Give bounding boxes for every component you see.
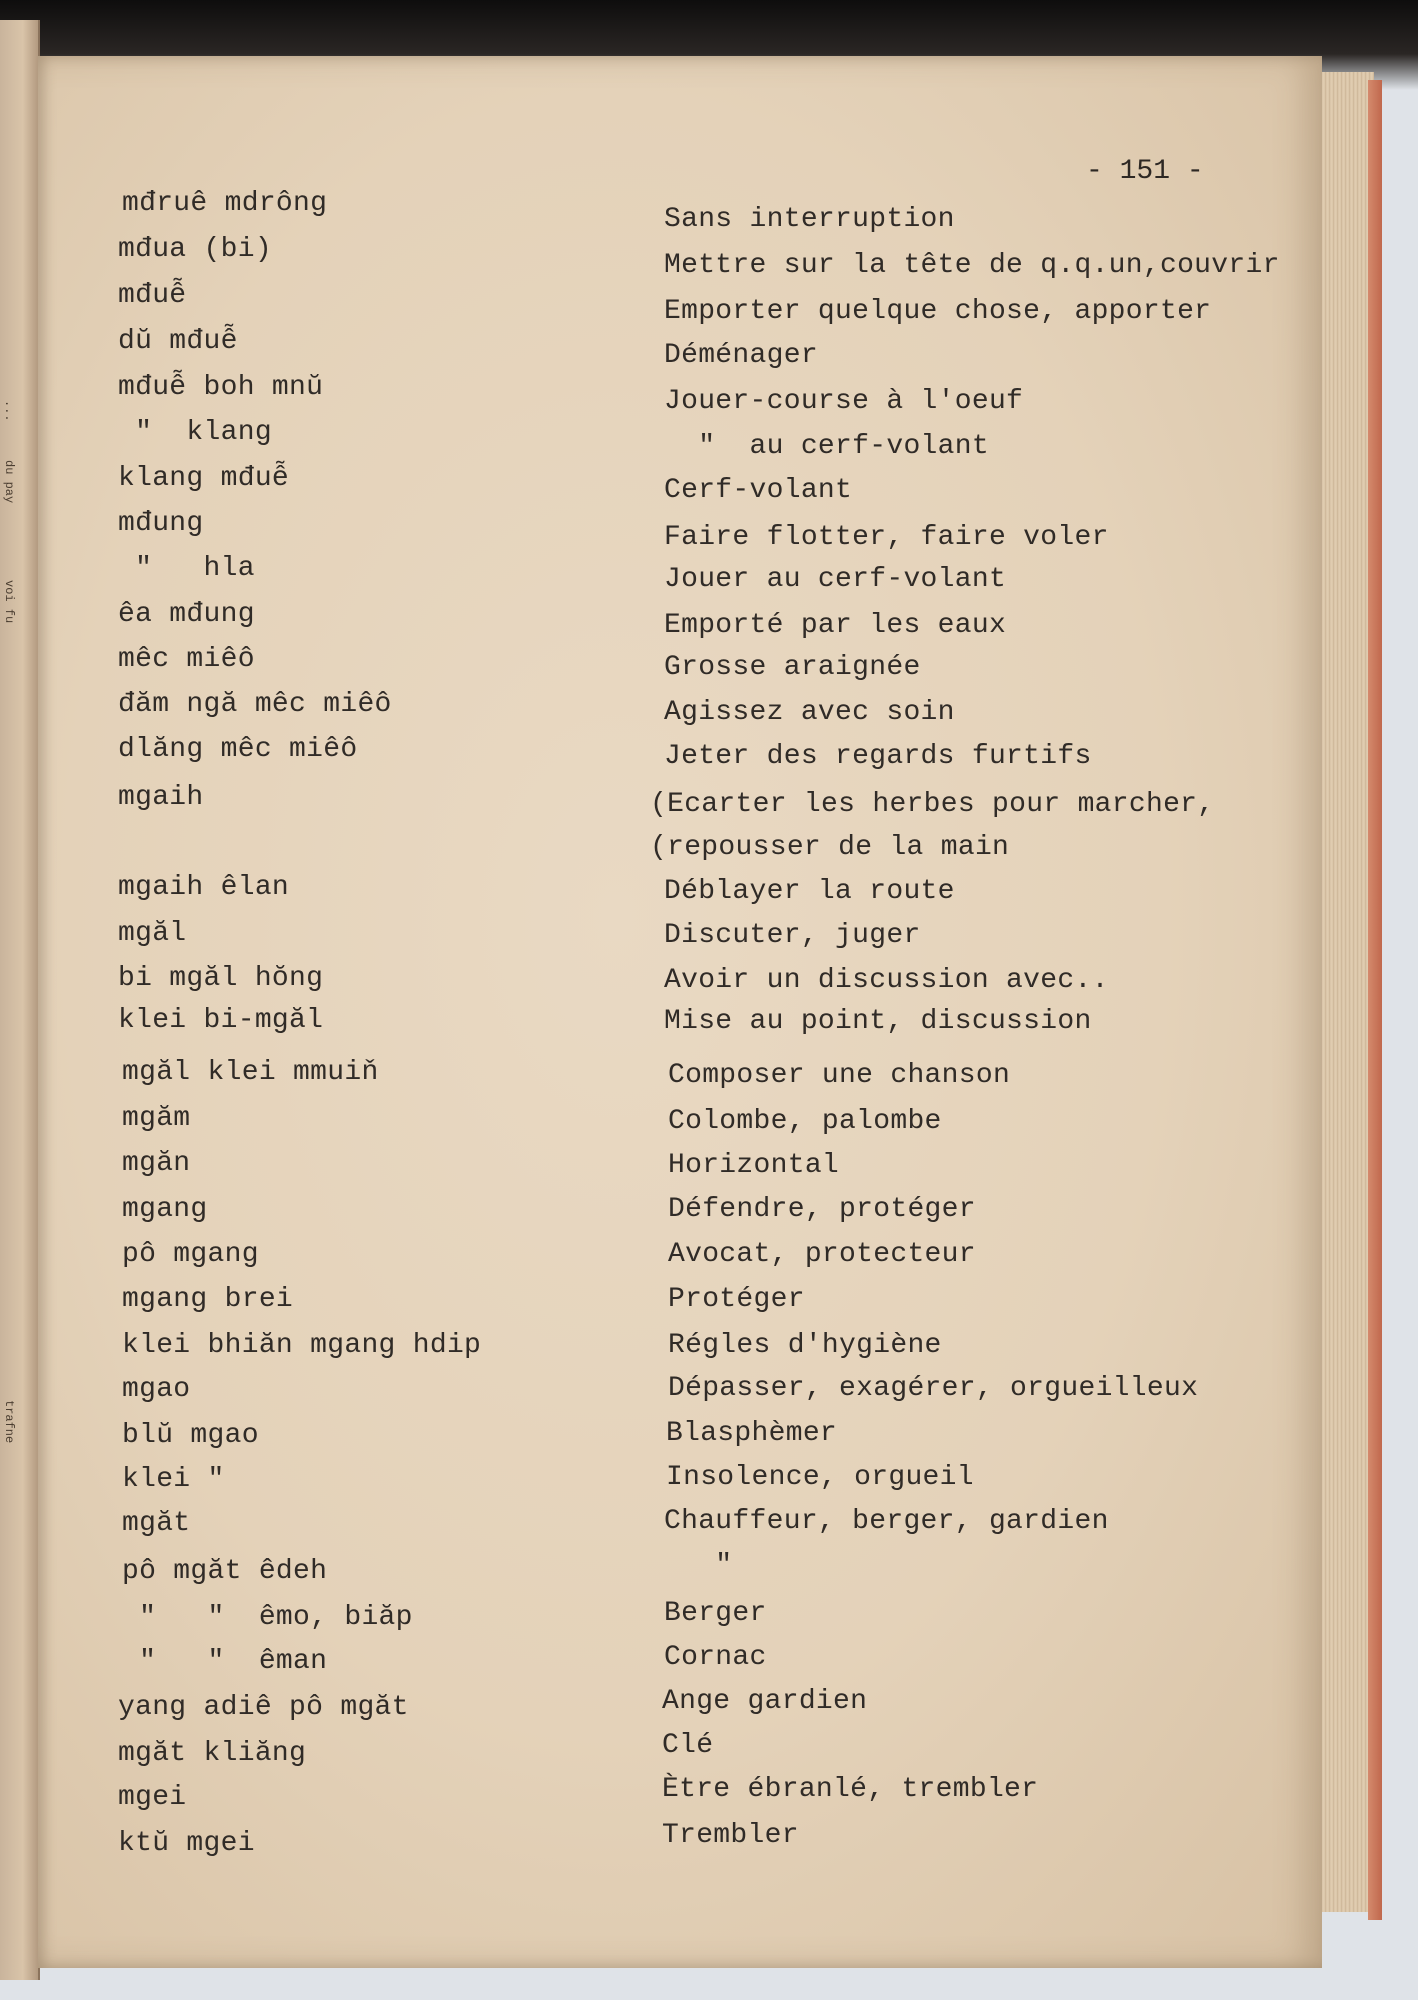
entry-term: " klang <box>118 417 272 448</box>
entry-definition: Berger <box>664 1598 767 1629</box>
entry-term: " " êmo, biăp <box>122 1602 413 1633</box>
entry-term: yang adiê pô mgăt <box>118 1692 409 1723</box>
entry-definition: Insolence, orgueil <box>666 1462 974 1493</box>
entry-term: êa mđung <box>118 599 255 630</box>
entry-term: pô mgăt êdeh <box>122 1556 328 1587</box>
entry-definition: Trembler <box>662 1820 799 1851</box>
entry-term: blŭ mgao <box>122 1420 259 1451</box>
entry-term: mđuễ <box>118 280 187 311</box>
entry-term: mgaih êlan <box>118 872 290 903</box>
entry-term: klang mđuễ <box>118 463 290 494</box>
entry-term: mgăl <box>118 918 187 949</box>
entry-definition: Régles d'hygiène <box>668 1330 942 1361</box>
entry-term: klei bi-mgăl <box>118 1005 324 1036</box>
entry-definition: Agissez avec soin <box>664 697 955 728</box>
entry-definition: Blasphèmer <box>666 1418 838 1449</box>
entry-definition: Grosse araignée <box>664 652 921 683</box>
book-cover-edge <box>1368 80 1382 1920</box>
entry-definition: Cornac <box>664 1642 767 1673</box>
entry-term: mêc miêô <box>118 644 255 675</box>
entry-definition: Horizontal <box>668 1150 840 1181</box>
entry-definition: Dépasser, exagérer, orgueilleux <box>668 1373 1199 1404</box>
entry-definition: Mise au point, discussion <box>664 1006 1092 1037</box>
entry-term: dlăng mêc miêô <box>118 734 358 765</box>
entry-definition: Ètre ébranlé, trembler <box>662 1774 1039 1805</box>
entry-definition: Cerf-volant <box>664 475 853 506</box>
entry-definition: Emporté par les eaux <box>664 610 1007 641</box>
entry-definition: " au cerf-volant <box>664 431 989 462</box>
entry-definition: Composer une chanson <box>668 1060 1011 1091</box>
entry-term: bi mgăl hŏng <box>118 963 324 994</box>
entry-term: mgao <box>122 1374 191 1405</box>
entry-term: klei bhiăn mgang hdip <box>122 1330 482 1361</box>
left-page-fragment: trafne <box>2 1400 16 1444</box>
entry-definition: Ange gardien <box>662 1686 868 1717</box>
entry-term: mgăl klei mmuiň <box>122 1057 379 1088</box>
entry-term: dŭ mđuễ <box>118 326 238 357</box>
entry-term: mgăm <box>122 1103 191 1134</box>
entry-definition: Discuter, juger <box>664 920 921 951</box>
entry-definition: Clé <box>662 1730 714 1761</box>
entry-term: mgăt <box>122 1508 191 1539</box>
entry-definition: Défendre, protéger <box>668 1194 976 1225</box>
entry-definition: Jouer-course à l'oeuf <box>664 386 1024 417</box>
left-page-fragment: ... <box>2 400 16 422</box>
entry-definition: Déblayer la route <box>664 876 955 907</box>
entry-definition: Mettre sur la tête de q.q.un,couvrir <box>664 250 1280 281</box>
entry-definition: Avoir un discussion avec.. <box>664 965 1109 996</box>
entry-definition: Colombe, palombe <box>668 1106 942 1137</box>
entry-term: mđruê mdrông <box>122 188 328 219</box>
entry-term: đăm ngă mêc miêô <box>118 689 392 720</box>
left-page-fragment: du pay <box>2 460 16 504</box>
entry-definition: Faire flotter, faire voler <box>664 522 1109 553</box>
entry-definition: Emporter quelque chose, apporter <box>664 296 1212 327</box>
entry-term: " hla <box>118 553 255 584</box>
entry-definition: " <box>664 1550 733 1581</box>
entry-term: ktŭ mgei <box>118 1828 255 1859</box>
entry-definition: Jouer au cerf-volant <box>664 564 1007 595</box>
entry-definition: Jeter des regards furtifs <box>664 741 1092 772</box>
entry-term: mgăn <box>122 1148 191 1179</box>
entry-definition: (Ecarter les herbes pour marcher, <box>650 789 1215 820</box>
entry-definition: Avocat, protecteur <box>668 1239 976 1270</box>
entry-definition: Chauffeur, berger, gardien <box>664 1506 1109 1537</box>
entry-term: klei " <box>122 1464 225 1495</box>
left-page-fragment: voi fu <box>2 580 16 624</box>
entry-definition: Protéger <box>668 1284 805 1315</box>
entry-term: mgei <box>118 1782 187 1813</box>
entry-term: mgăt kliăng <box>118 1738 307 1769</box>
entry-definition: Sans interruption <box>664 204 955 235</box>
entry-term: mđung <box>118 508 204 539</box>
entry-term: mgang brei <box>122 1284 294 1315</box>
entry-term: " " êman <box>122 1646 328 1677</box>
entry-term: mgaih <box>118 782 204 813</box>
entry-definition: (repousser de la main <box>650 832 1010 863</box>
entry-term: mđuễ boh mnŭ <box>118 372 324 403</box>
entry-term: pô mgang <box>122 1239 259 1270</box>
entry-definition: Déménager <box>664 340 818 371</box>
entry-term: mgang <box>122 1194 208 1225</box>
left-page-edge <box>0 20 40 1980</box>
entry-term: mđua (bi) <box>118 234 272 265</box>
page-number: - 151 - <box>1086 156 1204 187</box>
